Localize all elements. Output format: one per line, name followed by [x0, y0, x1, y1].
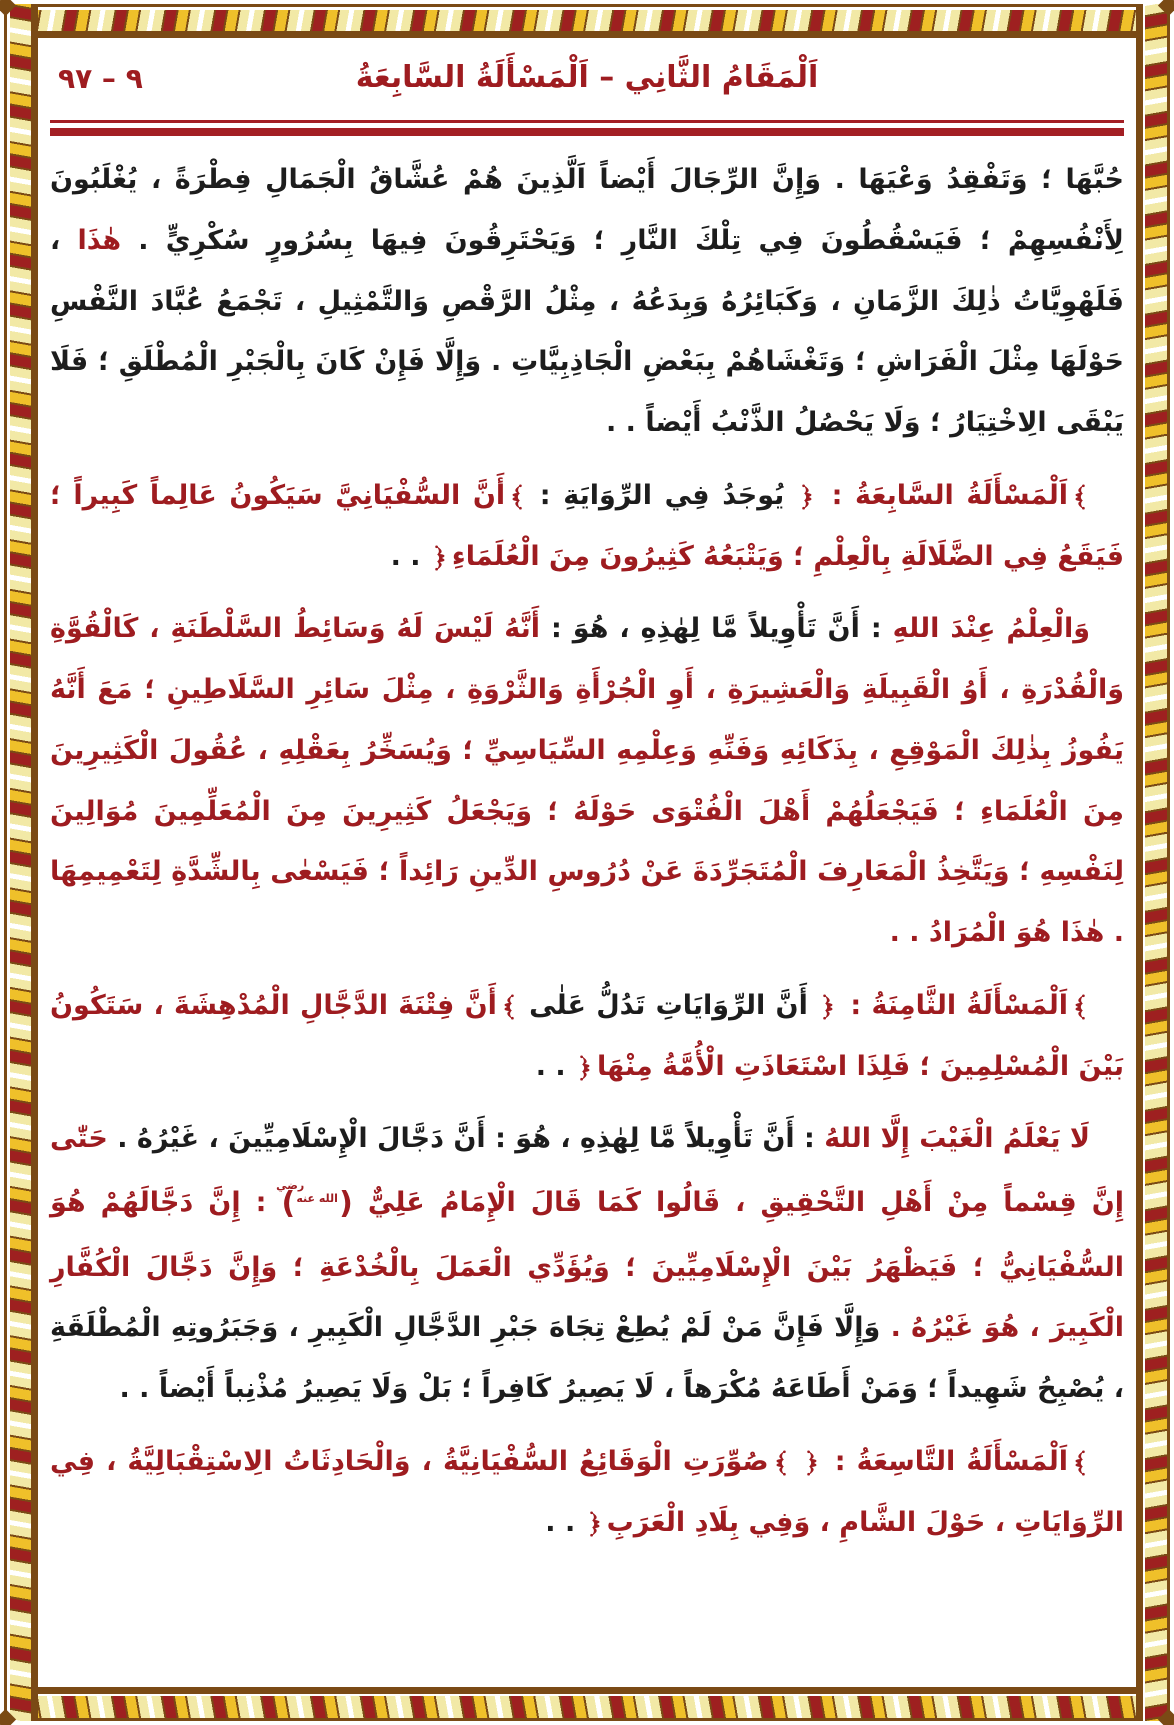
- text-run: أَنَّ الرِّوَايَاتِ تَدُلُّ عَلٰى: [518, 989, 819, 1021]
- text-run: اَلْمَسْأَلَةُ السَّابِعَةُ :: [818, 479, 1069, 511]
- page-header: [50, 56, 1124, 112]
- text-run: أَنَّهُ لَيْسَ لَهُ وَسَائِطُ السَّلْطَنَةِ ، كَالْقُوَّةِ وَالْقُدْرَةِ ، أَوُ الْقَبِيلَةِ وَالْعَشِيرَةِ ، أَوِ الْجُرْأَةِ وَالثَّرْوَةِ ، مِثْلَ سَائِرِ السَّلَاطِينِ ؛ مَعَ أَنَّهُ يَفُوزُ بِذٰلِكَ الْمَوْقِعِ ، بِذَكَائِهِ وَفَنِّهِ وَعِلْمِهِ السِّيَاسِيِّ ؛ وَيُسَخِّرُ بِعَقْلِهِ ، عُقُولَ الْكَثِيرِينَ مِنَ الْعُلَمَاءِ ؛ فَيَجْعَلُهُمْ أَهْلَ الْفُتْوَى حَوْلَهُ ؛ وَيَجْعَلُ كَثِيرِينَ مِنَ الْمُعَلِّمِينَ مُوَالِينَ لِنَفْسِهِ ؛ وَيَتَّخِذُ الْمَعَارِفَ الْمُتَجَرِّدَةَ عَنْ دُرُوسِ الدِّينِ رَائِداً ؛ فَيَسْعٰى بِالشِّدَّةِ لِتَعْمِيمِهَا . هٰذَا هُوَ الْمُرَادُ . .: [50, 613, 1124, 948]
- text-run: . .: [390, 540, 430, 572]
- paragraph: [50, 466, 1124, 588]
- ornate-bracket-icon: [772, 1449, 788, 1477]
- page-number: ٩ – ٩٧: [58, 62, 143, 95]
- text-run: : أَنَّ تَأْوِيلاً مَّا لِهٰذِهِ ، هُوَ : أَنَّ دَجَّالَ الْإِسْلَامِيِّينَ ، غَيْرُهُ .: [107, 1123, 825, 1155]
- paragraph: [50, 976, 1124, 1098]
- ornate-bracket-icon: [1071, 483, 1087, 511]
- text-run: يُوجَدُ فِي الرِّوَايَةِ :: [527, 479, 797, 511]
- ornate-bracket-icon: [508, 483, 524, 511]
- decorative-border-right: [1136, 4, 1170, 1721]
- text-run: لَا يَعْلَمُ الْغَيْبَ إِلَّا اللهُ: [824, 1123, 1090, 1155]
- text-run: حُبَّهَا ؛ وَتَفْقِدُ وَعْيَهَا . وَإِنَّ الرِّجَالَ أَيْضاً اَلَّذِينَ هُمْ عُشَّاقُ الْجَمَالِ فِطْرَةً ، يُغْلَبُونَ لِأَنْفُسِهِمْ ؛ فَيَسْقُطُونَ فِي تِلْكَ النَّارِ ؛ وَيَحْتَرِقُونَ فِيهَا بِسُرُورٍ سُكْرِيٍّ .: [50, 164, 1124, 256]
- text-run: . .: [545, 1506, 585, 1538]
- text-run: ، فَلَهْوِيَّاتُ ذٰلِكَ الزَّمَانِ ، وَكَبَائِرُهُ وَبِدَعُهُ ، مِثْلُ الرَّقْصِ وَالتَّمْثِيلِ ، تَجْمَعُ عُبَّادَ النَّفْسِ حَوْلَهَا مِثْلَ الْفَرَاشِ ؛ وَتَغْشَاهُمْ بِبَعْضِ الْجَاذِبِيَّاتِ . وَإِلَّا فَإِنْ كَانَ بِالْجَبْرِ الْمُطْلَقِ ؛ فَلَا يَبْقَى الِاخْتِيَارُ ؛ وَلَا يَحْصُلُ الذَّنْبُ أَيْضاً . .: [50, 224, 1124, 438]
- text-run: اَلْمَسْأَلَةُ التَّاسِعَةُ :: [823, 1445, 1068, 1477]
- ornate-bracket-icon: [433, 544, 449, 572]
- decorative-border-top: [4, 4, 1170, 38]
- text-run: صُوِّرَتِ الْوَقَائِعُ السُّفْيَانِيَّةُ ، وَالْحَادِثَاتُ الِاسْتِقْبَالِيَّةُ ، فِي الرِّوَايَاتِ ، حَوْلَ الشَّامِ ، وَفِي بِلَادِ الْعَرَبِ: [50, 1445, 1124, 1538]
- text-run: أَنَّ فِتْنَةَ الدَّجَّالِ الْمُدْهِشَةَ ، سَتَكُونُ بَيْنَ الْمُسْلِمِينَ ؛ فَلِذَا اسْتَعَاذَتِ الْأُمَّةُ مِنْهَا: [50, 989, 1124, 1082]
- text-run: : إِنَّ دَجَّالَهُمْ هُوَ السُّفْيَانِيُّ ؛ فَيَظْهَرُ بَيْنَ الْإِسْلَامِيِّينَ ؛ وَيُؤَدِّي الْعَمَلَ بِالْخُدْعَةِ ؛ وَإِنَّ دَجَّالَ الْكُفَّارِ الْكَبِيرَ ، هُوَ غَيْرُهُ .: [50, 1187, 1124, 1344]
- radi-allahu-anhu-emblem: (رضي الله عنه): [276, 1179, 353, 1221]
- header-divider: [50, 120, 1124, 136]
- body-text: [50, 150, 1124, 1553]
- text-run: وَالْعِلْمُ عِنْدَ اللهِ: [892, 613, 1090, 645]
- paragraph: [50, 1109, 1124, 1420]
- page-content: [50, 44, 1124, 1681]
- divider-thick-line: [50, 128, 1124, 136]
- ornate-bracket-icon: [588, 1510, 604, 1538]
- ornate-bracket-icon: [805, 1449, 821, 1477]
- text-run: اَلْمَسْأَلَةُ الثَّامِنَةُ :: [840, 989, 1069, 1021]
- text-run: : أَنَّ تَأْوِيلاً مَّا لِهٰذِهِ ، هُوَ :: [540, 613, 893, 645]
- ornate-bracket-icon: [800, 483, 816, 511]
- text-run: . .: [535, 1050, 576, 1082]
- paragraph: [50, 150, 1124, 454]
- ornate-bracket-icon: [578, 1054, 594, 1082]
- text-run: حَتّٰى إِنَّ قِسْماً مِنْ أَهْلِ التَّحْقِيقِ ، قَالُوا كَمَا قَالَ الْإِمَامُ عَلِيٌّ: [50, 1123, 1124, 1218]
- ornate-bracket-icon: [500, 993, 516, 1021]
- text-run: وَإِلَّا فَإِنَّ مَنْ لَمْ يُطِعْ تِجَاهَ جَبْرِ الدَّجَّالِ الْكَبِيرِ ، وَجَبَرُوتِهِ الْمُطْلَقَةِ ، يُصْبِحُ شَهِيداً ؛ وَمَنْ أَطَاعَهُ مُكْرَهاً ، لَا يَصِيرُ كَافِراً ؛ بَلْ وَلَا يَصِيرُ مُذْنِباً أَيْضاً . .: [50, 1312, 1124, 1404]
- text-run: هٰذَا: [77, 224, 122, 256]
- text-run: [791, 1446, 802, 1477]
- decorative-border-bottom: [4, 1687, 1170, 1721]
- paragraph: [50, 1432, 1124, 1554]
- ornate-bracket-icon: [821, 993, 837, 1021]
- ornate-bracket-icon: [1071, 1449, 1087, 1477]
- text-run: أَنَّ السُّفْيَانِيَّ سَيَكُونُ عَالِماً كَبِيراً ؛ فَيَقَعُ فِي الضَّلَالَةِ بِالْعِلْمِ ؛ وَيَتْبَعُهُ كَثِيرُونَ مِنَ الْعُلَمَاءِ: [50, 479, 1124, 572]
- ornate-bracket-icon: [1071, 993, 1087, 1021]
- decorative-border-left: [4, 4, 38, 1721]
- paragraph: [50, 599, 1124, 964]
- page-title: اَلْمَقَامُ الثَّانِي – اَلْمَسْأَلَةُ السَّابِعَةُ: [355, 60, 819, 95]
